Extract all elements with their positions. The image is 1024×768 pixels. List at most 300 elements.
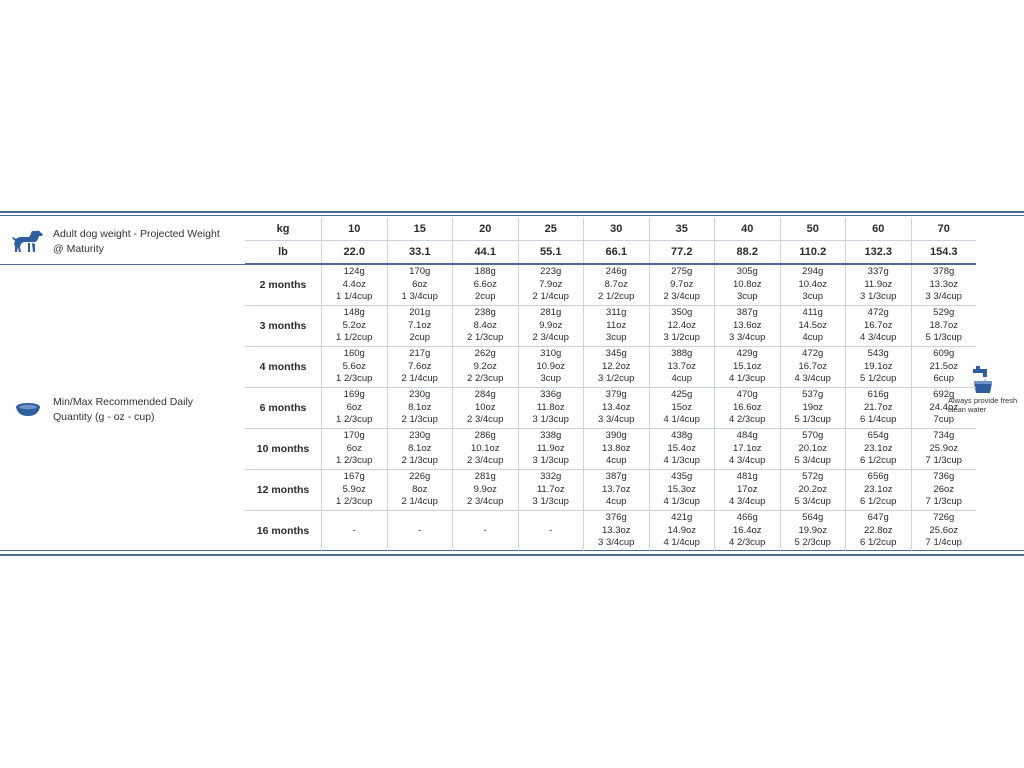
quantity-line: 15oz [671,401,693,413]
quantity-cell [846,347,912,388]
quantity-line: 2cup [474,291,496,303]
quantity-line: 4 1/4cup [663,537,700,549]
dog-icon [12,229,44,253]
age-label: 12 months [245,470,322,511]
quantity-line: 4 3/4cup [860,332,897,344]
quantity-line: 12.2oz [601,360,631,372]
quantity-line: 8oz [412,483,428,495]
lb-value: 77.2 [649,241,715,265]
quantity-line: 3 3/4cup [925,291,962,303]
bottom-rule [0,554,1024,556]
quantity-line: 438g [671,430,693,442]
quantity-line: 4cup [605,455,627,467]
table-row [245,470,976,511]
quantity-line: 1 2/3cup [336,414,373,426]
quantity-line: 387g [605,471,627,483]
quantity-line: 10.8oz [732,278,762,290]
weight-label: Adult dog weight - Projected Weight @ Maturity [53,228,220,255]
quantity-line: 6 1/2cup [860,496,897,508]
lb-value: 132.3 [846,241,912,265]
kg-value: 60 [846,218,912,241]
quantity-line: 2 3/4cup [663,291,700,303]
quantity-line: 15.3oz [667,483,697,495]
quantity-line: 1 2/3cup [336,496,373,508]
quantity-line: 350g [671,307,693,319]
kg-value: 40 [715,218,781,241]
lb-value: 33.1 [387,241,453,265]
quantity-line: 10oz [474,401,496,413]
quantity-cell [649,511,715,552]
quantity-line: 9.7oz [670,278,694,290]
quantity-line: 3cup [802,291,824,303]
quantity-line: 4 3/4cup [794,373,831,385]
quantity-line: 201g [409,307,431,319]
quantity-line: 332g [540,471,562,483]
quantity-cell [518,470,584,511]
quantity-cell [453,470,519,511]
table-row [245,429,976,470]
quantity-cell [846,429,912,470]
quantity-line: 616g [867,389,889,401]
quantity-line: 1 2/3cup [336,455,373,467]
quantity-cell [911,470,976,511]
quantity-line: 305g [736,266,758,278]
quantity-cell [715,347,781,388]
quantity-line: 1 2/3cup [336,373,373,385]
quantity-line: 10.1oz [470,442,500,454]
quantity-line: 2cup [409,332,431,344]
lb-value: 44.1 [453,241,519,265]
quantity-line: 2 1/3cup [401,455,438,467]
quantity-line: 336g [540,389,562,401]
quantity-cell [387,388,453,429]
table-row [245,264,976,306]
quantity-line: 7.9oz [539,278,563,290]
quantity-cell [911,429,976,470]
quantity-line: 7 1/3cup [925,496,962,508]
quantity-cell [518,429,584,470]
quantity-cell [453,306,519,347]
quantity-cell [322,429,388,470]
quantity-line: 472g [867,307,889,319]
age-label: 16 months [245,511,322,552]
quantity-cell [780,388,846,429]
quantity-line: 3 1/2cup [663,332,700,344]
quantity-line: 692g [933,389,955,401]
quantity-line: 284g [474,389,496,401]
kg-header-row [245,218,976,241]
quantity-cell [715,388,781,429]
quantity-line: 609g [933,348,955,360]
quantity-line: 647g [867,512,889,524]
quantity-line: 2 3/4cup [532,332,569,344]
quantity-line: 5.6oz [342,360,366,372]
quantity-line: 246g [605,266,627,278]
quantity-line: 226g [409,471,431,483]
quantity-cell [715,306,781,347]
quantity-line: 6oz [346,442,362,454]
quantity-line: 11.7oz [536,483,565,495]
quantity-line: 4 1/3cup [663,455,700,467]
quantity-line: 4 1/4cup [663,414,700,426]
quantity-line: 310g [540,348,562,360]
quantity-line: 2 3/4cup [467,414,504,426]
quantity-line: 311g [606,307,627,319]
quantity-line: 2 1/2cup [598,291,635,303]
quantity-line: 529g [933,307,955,319]
quantity-line: 7 1/4cup [925,537,962,549]
quantity-line: 8.1oz [408,401,432,413]
quantity-cell [911,347,976,388]
quantity-line: 25.6oz [929,524,959,536]
quantity-line: 564g [802,512,824,524]
quantity-cell [649,429,715,470]
quantity-line: 4cup [802,332,824,344]
quantity-line: 238g [474,307,496,319]
quantity-line: 387g [736,307,758,319]
quantity-line: 281g [540,307,562,319]
quantity-line: - [483,524,487,536]
quantity-line: 124g [343,266,365,278]
quantity-line: 3 1/3cup [860,291,897,303]
quantity-line: 14.5oz [798,319,828,331]
quantity-line: 3cup [540,373,562,385]
quantity-line: 1 1/2cup [336,332,373,344]
quantity-line: 3 1/2cup [598,373,635,385]
top-rule [0,211,1024,213]
lb-value: 154.3 [911,241,976,265]
quantity-line: 16.6oz [732,401,762,413]
quantity-cell [584,388,650,429]
bowl-icon [14,402,42,418]
quantity-cell [780,264,846,306]
quantity-line: 6.6oz [473,278,497,290]
quantity-cell [387,347,453,388]
quantity-line: 654g [867,430,889,442]
quantity-line: 11.9oz [536,442,565,454]
quantity-line: 24.4oz [929,401,959,413]
quantity-line: 275g [671,266,693,278]
quantity-line: 3 1/3cup [532,414,569,426]
quantity-line: 262g [474,348,496,360]
quantity-cell [584,429,650,470]
quantity-cell [846,511,912,552]
quantity-cell [322,264,388,306]
quantity-cell [322,347,388,388]
kg-unit-label: kg [245,218,322,241]
age-label: 10 months [245,429,322,470]
quantity-cell [518,347,584,388]
quantity-line: 12.4oz [667,319,697,331]
lb-value: 55.1 [518,241,584,265]
quantity-cell [911,306,976,347]
quantity-line: 734g [933,430,955,442]
quantity-line: 3 3/4cup [598,414,635,426]
quantity-line: 726g [933,512,955,524]
quantity-line: 13.7oz [601,483,631,495]
quantity-line: 4cup [671,373,693,385]
quantity-cell [387,264,453,306]
quantity-line: 8.4oz [473,319,497,331]
quantity-line: 167g [343,471,365,483]
quantity-line: 656g [867,471,889,483]
quantity-line: - [549,524,553,536]
age-label: 6 months [245,388,322,429]
quantity-line: 379g [605,389,627,401]
quantity-line: 11oz [606,319,627,331]
quantity-cell [584,511,650,552]
quantity-line: 217g [409,348,431,360]
quantity-line: 11.9oz [864,278,893,290]
quantity-line: 6oz [412,278,428,290]
quantity-cell [518,388,584,429]
quantity-cell [518,264,584,306]
quantity-line: 345g [605,348,627,360]
quantity-cell [846,306,912,347]
quantity-line: 570g [802,430,824,442]
quantity-line: 435g [671,471,693,483]
quantity-line: 8.1oz [408,442,432,454]
quantity-cell [780,429,846,470]
quantity-line: 2 1/4cup [401,496,438,508]
quantity-line: 16.7oz [798,360,828,372]
quantity-line: 388g [671,348,693,360]
quantity-line: 10.4oz [798,278,828,290]
quantity-cell [911,511,976,552]
header-divider [0,264,245,265]
quantity-line: 7cup [933,414,955,426]
table-row [245,306,976,347]
quantity-cell [715,264,781,306]
quantity-line: 5 1/3cup [794,414,831,426]
quantity-cell [584,264,650,306]
top-rule-inner [0,215,1024,216]
quantity-line: 25.9oz [929,442,959,454]
quantity-line: 2 1/3cup [401,414,438,426]
quantity-cell [322,306,388,347]
quantity-line: 5.2oz [342,319,366,331]
quantity-cell [453,388,519,429]
quantity-cell [649,306,715,347]
quantity-cell [322,388,388,429]
lb-value: 66.1 [584,241,650,265]
quantity-line: 6oz [346,401,362,413]
quantity-cell [715,429,781,470]
quantity-line: 3 1/3cup [532,496,569,508]
table-row [245,388,976,429]
quantity-line: 230g [409,430,431,442]
quantity-line: 21.5oz [929,360,959,372]
quantity-cell [584,306,650,347]
quantity-line: 9.9oz [473,483,497,495]
quantity-cell [322,470,388,511]
water-note: Always provide fresh clean water [948,396,1018,414]
quantity-line: 8.7oz [604,278,628,290]
feeding-table [245,218,976,551]
table-row [245,347,976,388]
quantity-line: 2 3/4cup [467,455,504,467]
quantity-cell [846,388,912,429]
quantity-line: 17oz [736,483,758,495]
quantity-line: 160g [343,348,365,360]
quantity-line: 22.8oz [863,524,893,536]
quantity-cell [453,511,519,552]
quantity-line: 5 3/4cup [794,455,831,467]
lb-value: 22.0 [322,241,388,265]
quantity-line: 294g [802,266,824,278]
kg-value: 15 [387,218,453,241]
quantity-line: 1 1/4cup [336,291,373,303]
quantity-cell [715,470,781,511]
quantity-line: 2 1/4cup [532,291,569,303]
lb-header-row [245,241,976,265]
quantity-line: 170g [409,266,431,278]
quantity-line: 26oz [933,483,955,495]
quantity-line: 20.2oz [798,483,828,495]
quantity-cell [453,429,519,470]
quantity-line: 23.1oz [863,442,893,454]
quantity-line: 5 1/2cup [860,373,897,385]
kg-value: 35 [649,218,715,241]
quantity-line: - [352,524,356,536]
quantity-line: 148g [343,307,365,319]
quantity-cell [911,388,976,429]
quantity-line: 376g [605,512,627,524]
quantity-line: 7.6oz [408,360,432,372]
quantity-line: - [418,524,422,536]
quantity-line: 5 2/3cup [794,537,831,549]
quantity-cell [649,470,715,511]
quantity-line: 169g [343,389,365,401]
quantity-line: 7.1oz [408,319,432,331]
quantity-cell [649,264,715,306]
quantity-line: 4 2/3cup [729,414,766,426]
quantity-line: 286g [474,430,496,442]
quantity-line: 2 2/3cup [467,373,504,385]
quantity-cell [649,388,715,429]
quantity-line: 9.9oz [539,319,563,331]
quantity-line: 337g [867,266,889,278]
quantity-cell [518,306,584,347]
quantity-line: 1 3/4cup [401,291,438,303]
quantity-line: 14.9oz [667,524,697,536]
lb-value: 110.2 [780,241,846,265]
quantity-line: 6 1/2cup [860,455,897,467]
quantity-line: 429g [736,348,758,360]
quantity-line: 19.9oz [798,524,828,536]
quantity-line: 4.4oz [342,278,366,290]
kg-value: 70 [911,218,976,241]
quantity-line: 3cup [736,291,758,303]
quantity-line: 13.4oz [601,401,631,413]
quantity-cell [780,511,846,552]
quantity-line: 15.1oz [732,360,762,372]
quantity-line: 3 3/4cup [598,537,635,549]
quantity-line: 16.4oz [732,524,762,536]
quantity-line: 425g [671,389,693,401]
quantity-line: 230g [409,389,431,401]
quantity-cell [780,306,846,347]
quantity-line: 411g [802,307,823,319]
lb-value: 88.2 [715,241,781,265]
quantity-line: 188g [474,266,496,278]
quantity-cell [715,511,781,552]
quantity-label: Min/Max Recommended Daily Quantity (g - oz - cup) [53,396,194,423]
quantity-line: 16.7oz [863,319,893,331]
quantity-line: 17.1oz [732,442,762,454]
quantity-cell [453,264,519,306]
quantity-cell [453,347,519,388]
quantity-cell [387,511,453,552]
quantity-cell [780,347,846,388]
quantity-line: 6 1/4cup [860,414,897,426]
quantity-line: 19.1oz [863,360,893,372]
quantity-line: 572g [802,471,824,483]
quantity-line: 21.7oz [863,401,893,413]
quantity-line: 3 1/3cup [532,455,569,467]
quantity-cell [387,429,453,470]
quantity-cell [649,347,715,388]
quantity-line: 3 3/4cup [729,332,766,344]
quantity-line: 736g [933,471,955,483]
quantity-line: 13.8oz [601,442,631,454]
quantity-line: 4 1/3cup [663,496,700,508]
age-label: 4 months [245,347,322,388]
quantity-line: 537g [802,389,824,401]
quantity-line: 15.4oz [667,442,697,454]
quantity-line: 13.3oz [929,278,959,290]
quantity-line: 13.6oz [732,319,762,331]
quantity-line: 4 1/3cup [729,373,766,385]
quantity-line: 338g [540,430,562,442]
quantity-line: 7 1/3cup [925,455,962,467]
quantity-line: 6 1/2cup [860,537,897,549]
quantity-line: 466g [736,512,758,524]
quantity-line: 20.1oz [798,442,828,454]
quantity-line: 2 3/4cup [467,496,504,508]
quantity-cell [387,306,453,347]
quantity-line: 4cup [605,496,627,508]
quantity-cell [584,347,650,388]
quantity-cell [322,511,388,552]
quantity-line: 4 2/3cup [729,537,766,549]
quantity-line: 421g [671,512,693,524]
quantity-cell [584,470,650,511]
quantity-line: 543g [867,348,889,360]
quantity-line: 4 3/4cup [729,455,766,467]
age-label: 3 months [245,306,322,347]
quantity-line: 23.1oz [863,483,893,495]
quantity-line: 18.7oz [929,319,959,331]
quantity-cell [846,264,912,306]
quantity-cell [911,264,976,306]
quantity-line: 19oz [802,401,824,413]
quantity-line: 9.2oz [473,360,497,372]
quantity-cell [518,511,584,552]
kg-value: 50 [780,218,846,241]
quantity-line: 13.3oz [601,524,631,536]
quantity-line: 378g [933,266,955,278]
quantity-line: 2 1/3cup [467,332,504,344]
quantity-line: 281g [474,471,496,483]
kg-value: 25 [518,218,584,241]
quantity-line: 170g [343,430,365,442]
quantity-line: 481g [736,471,758,483]
quantity-line: 5.9oz [342,483,366,495]
quantity-line: 223g [540,266,562,278]
kg-value: 20 [453,218,519,241]
quantity-line: 2 1/4cup [401,373,438,385]
